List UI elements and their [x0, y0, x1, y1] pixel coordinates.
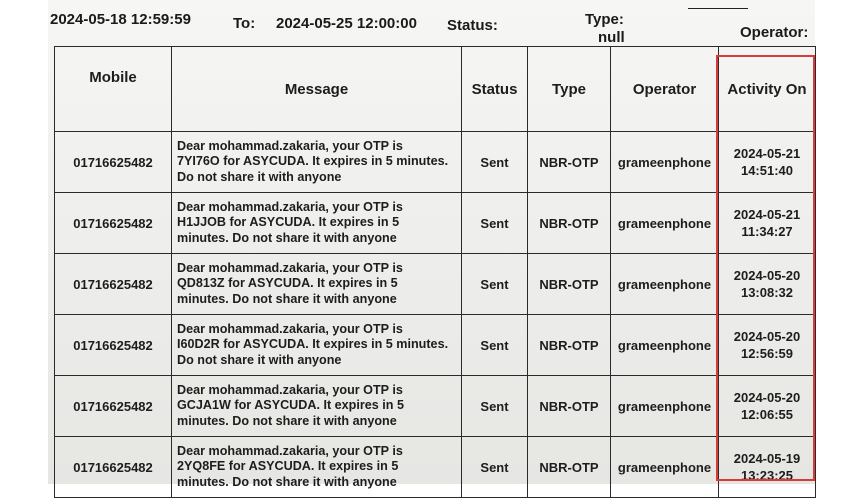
table-row	[55, 315, 816, 376]
mobile-cell: 01716625482	[55, 437, 172, 498]
table-header-row	[55, 47, 816, 132]
activity-on-cell	[719, 376, 816, 437]
activity-date: 2024-05-20	[733, 268, 801, 283]
table-row	[55, 132, 816, 193]
activity-date: 2024-05-20	[733, 329, 801, 344]
from-datetime: 2024-05-18 12:59:59	[50, 11, 191, 28]
message-line: minutes. Do not share it with anyone	[177, 413, 397, 428]
message-cell	[172, 254, 462, 315]
activity-date: 2024-05-19	[733, 451, 801, 466]
activity-time: 14:51:40	[740, 163, 794, 178]
operator-cell: grameenphone	[611, 254, 719, 315]
operator-cell: grameenphone	[611, 132, 719, 193]
table-row	[55, 193, 816, 254]
message-cell	[172, 376, 462, 437]
table-row	[55, 254, 816, 315]
message-cell	[172, 437, 462, 498]
message-line: Dear mohammad.zakaria, your OTP is	[177, 199, 403, 214]
column-header-operator: Operator	[611, 47, 719, 132]
message-line: minutes. Do not share it with anyone	[177, 474, 397, 489]
operator-label: Operator:	[740, 24, 809, 41]
column-header-type: Type	[528, 47, 611, 132]
activity-date: 2024-05-21	[733, 146, 801, 161]
status-cell: Sent	[462, 376, 528, 437]
activity-time: 13:23:25	[740, 468, 794, 483]
activity-date: 2024-05-20	[733, 390, 801, 405]
message-line: I60D2R for ASYCUDA. It expires in 5 minutes.	[177, 337, 449, 352]
status-cell: Sent	[462, 254, 528, 315]
column-header-mobile: Mobile	[55, 47, 172, 132]
message-line: GCJA1W for ASYCUDA. It expires in 5	[177, 398, 404, 413]
mobile-cell: 01716625482	[55, 132, 172, 193]
status-cell: Sent	[462, 193, 528, 254]
message-line: Dear mohammad.zakaria, your OTP is	[177, 443, 403, 458]
mobile-cell: 01716625482	[55, 193, 172, 254]
activity-date: 2024-05-21	[733, 207, 801, 222]
type-cell: NBR-OTP	[528, 437, 611, 498]
message-cell	[172, 193, 462, 254]
mobile-cell: 01716625482	[55, 376, 172, 437]
operator-cell: grameenphone	[611, 437, 719, 498]
message-cell	[172, 315, 462, 376]
type-cell: NBR-OTP	[528, 376, 611, 437]
message-line: Dear mohammad.zakaria, your OTP is	[177, 260, 403, 275]
column-header-activity-on: Activity On	[719, 47, 816, 132]
message-line: 2YQ8FE for ASYCUDA. It expires in 5	[177, 459, 399, 474]
message-line: QD813Z for ASYCUDA. It expires in 5	[177, 276, 398, 291]
type-cell: NBR-OTP	[528, 315, 611, 376]
header-rule	[688, 8, 748, 9]
message-line: Dear mohammad.zakaria, your OTP is	[177, 138, 403, 153]
activity-time: 11:34:27	[741, 224, 793, 239]
message-line: Dear mohammad.zakaria, your OTP is	[177, 382, 403, 397]
message-line: H1JJOB for ASYCUDA. It expires in 5	[177, 215, 400, 230]
status-cell: Sent	[462, 437, 528, 498]
type-cell: NBR-OTP	[528, 132, 611, 193]
activity-time: 12:56:59	[740, 346, 794, 361]
message-line: 7YI76O for ASYCUDA. It expires in 5 minutes.	[177, 154, 449, 169]
activity-time: 13:08:32	[740, 285, 794, 300]
message-line: minutes. Do not share it with anyone	[177, 230, 397, 245]
type-cell: NBR-OTP	[528, 193, 611, 254]
type-value: null	[598, 29, 625, 46]
activity-on-cell	[719, 193, 816, 254]
sms-log-table	[54, 46, 816, 498]
to-label: To:	[233, 15, 256, 32]
message-cell	[172, 132, 462, 193]
operator-cell: grameenphone	[611, 193, 719, 254]
message-line: Dear mohammad.zakaria, your OTP is	[177, 321, 403, 336]
column-header-message: Message	[172, 47, 462, 132]
mobile-cell: 01716625482	[55, 254, 172, 315]
table-row	[55, 376, 816, 437]
message-line: minutes. Do not share it with anyone	[177, 291, 397, 306]
to-datetime: 2024-05-25 12:00:00	[276, 15, 417, 32]
type-cell: NBR-OTP	[528, 254, 611, 315]
message-line: Do not share it with anyone	[177, 352, 342, 367]
activity-on-cell	[719, 132, 816, 193]
activity-on-cell	[719, 254, 816, 315]
activity-time: 12:06:55	[740, 407, 794, 422]
status-cell: Sent	[462, 315, 528, 376]
table-row	[55, 437, 816, 498]
operator-cell: grameenphone	[611, 376, 719, 437]
status-cell: Sent	[462, 132, 528, 193]
message-line: Do not share it with anyone	[177, 169, 342, 184]
type-label: Type:	[585, 11, 624, 28]
activity-on-cell	[719, 437, 816, 498]
activity-on-cell	[719, 315, 816, 376]
mobile-cell: 01716625482	[55, 315, 172, 376]
operator-cell: grameenphone	[611, 315, 719, 376]
status-label: Status:	[447, 17, 498, 34]
column-header-status: Status	[462, 47, 528, 132]
